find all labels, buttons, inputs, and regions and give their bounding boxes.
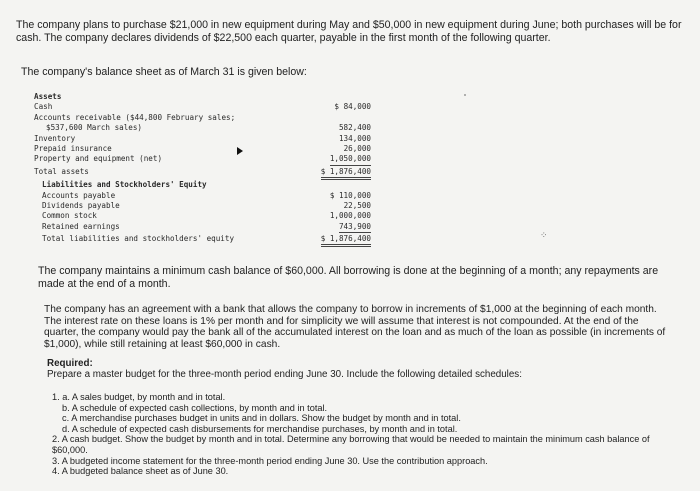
retained-earnings-value: 743,900 <box>339 222 371 233</box>
minimum-cash-text: The company maintains a minimum cash balance of $60,000. All borrowing is done at the beginning of a month; any repayments are made at the end of a month. <box>38 265 659 290</box>
total-assets-label: Total assets <box>34 166 89 176</box>
required-section <box>47 358 667 381</box>
required-text: Prepare a master budget for the three-month period ending June 30. Include the following detailed schedules: <box>47 369 522 381</box>
liabilities-heading: Liabilities and Stockholders' Equity <box>42 180 207 190</box>
total-liabilities-equity-value: $ 1,876,400 <box>321 234 371 247</box>
ar-value: 582,400 <box>338 123 371 133</box>
common-stock-label: Common stock <box>42 211 97 221</box>
list-item: 2. A cash budget. Show the budget by month and in total. Determine any borrowing that would be needed to maintain the minimum cash balance of $60,000. <box>52 434 650 455</box>
list-item: 1. a. A sales budget, by month and in total. <box>52 392 226 402</box>
list-item: c. A merchandise purchases budget in units and in dollars. Show the budget by month and in total. <box>62 413 461 424</box>
ap-label: Accounts payable <box>42 190 116 200</box>
inventory-value: 134,000 <box>338 133 371 143</box>
intro-purchases-text: The company plans to purchase $21,000 in new equipment during May and $50,000 in new equipment during June; both purchases will be for cash. The company declares dividends of $22,500 each quarter, payable in the first month of the following quarter. <box>16 19 682 44</box>
prepaid-value: 26,000 <box>343 143 371 153</box>
required-items-list <box>52 392 672 477</box>
speck-mark <box>464 94 466 96</box>
retained-earnings-label: Retained earnings <box>42 221 120 231</box>
total-assets-value: $ 1,876,400 <box>321 167 371 180</box>
balance-sheet-intro-text: The company's balance sheet as of March 31 is given below: <box>21 66 307 78</box>
cash-value: $ 84,000 <box>334 102 371 112</box>
ar-label-line1: Accounts receivable ($44,800 February sales; <box>34 112 236 122</box>
total-liabilities-equity-label: Total liabilities and stockholders' equity <box>42 234 235 244</box>
dividends-payable-value: 22,500 <box>343 200 371 210</box>
list-item: d. A schedule of expected cash disbursements for merchandise purchases, by month and in total. <box>62 423 458 434</box>
list-item: 4. A budgeted balance sheet as of June 30. <box>52 466 229 477</box>
ppe-label: Property and equipment (net) <box>34 154 163 164</box>
list-item: 3. A budgeted income statement for the three-month period ending June 30. Use the contribution approach. <box>52 455 488 466</box>
common-stock-value: 1,000,000 <box>329 211 371 221</box>
ppe-value: 1,050,000 <box>330 154 371 165</box>
inventory-label: Inventory <box>34 133 76 143</box>
ar-label-line2: $537,600 March sales) <box>46 123 143 133</box>
spinner-icon: ⁘ <box>540 230 548 240</box>
list-item: b. A schedule of expected cash collections, by month and in total. <box>62 402 328 413</box>
assets-heading: Assets <box>34 92 62 101</box>
bank-agreement-text: The company has an agreement with a bank that allows the company to borrow in increments of $1,000 at the beginning of each month. The interest rate on these loans is 1% per month and for simplicity we will assume that interest is not compounded. At the end of the quarter, the company would pay the bank all of the accumulated interest on the loan and as much of the loan as possible (in increments of $1,000), while still retaining at least $60,000 in cash. <box>44 304 666 350</box>
ap-value: $ 110,000 <box>329 190 371 200</box>
dividends-payable-label: Dividends payable <box>42 200 120 210</box>
cursor-arrow-icon <box>237 147 243 155</box>
balance-sheet <box>34 92 379 244</box>
prepaid-label: Prepaid insurance <box>34 143 112 153</box>
cash-label: Cash <box>34 102 53 112</box>
required-title: Required: <box>47 358 93 369</box>
